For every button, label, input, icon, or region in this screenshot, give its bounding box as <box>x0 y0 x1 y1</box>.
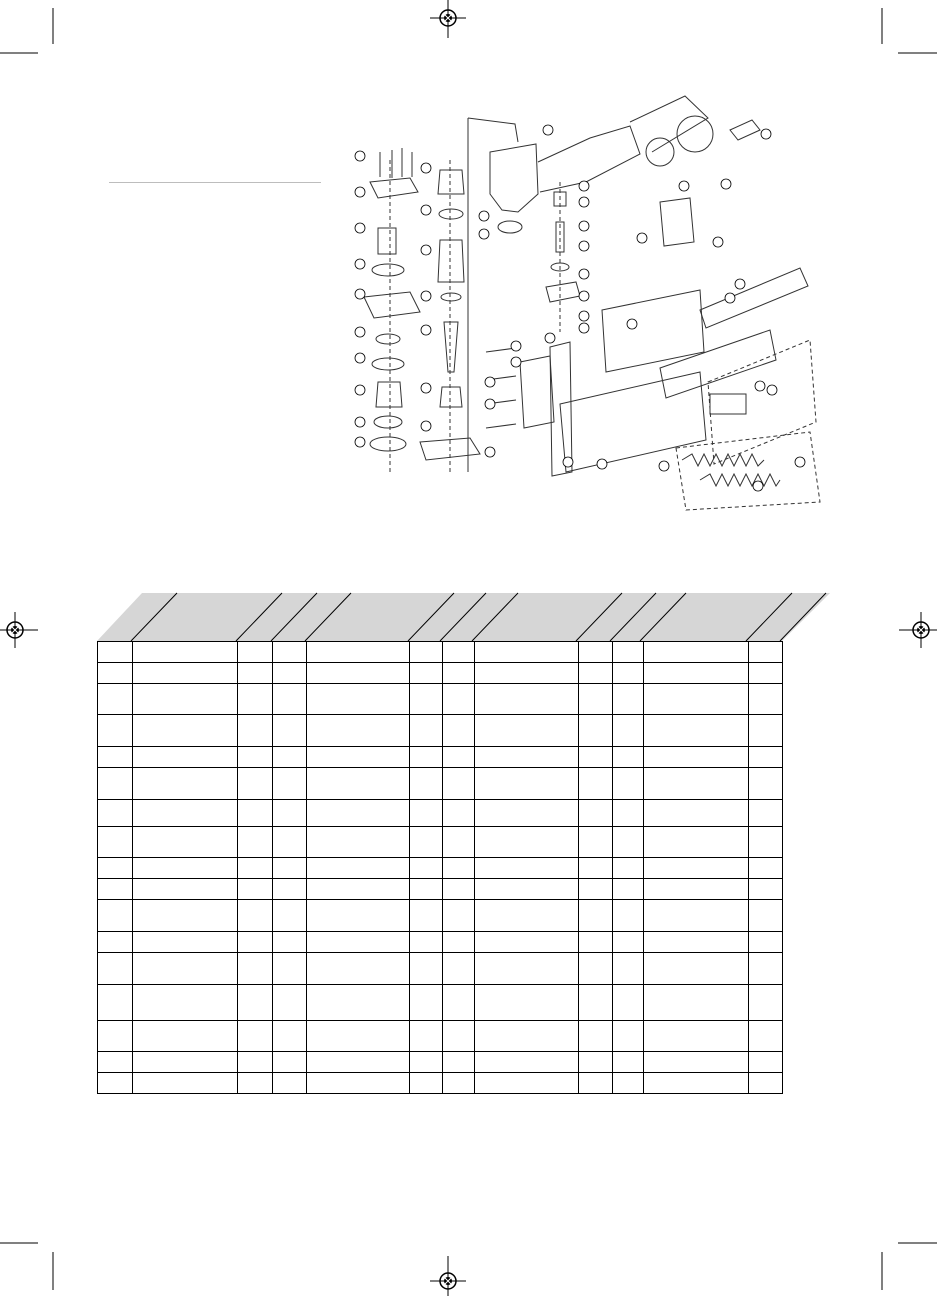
table-row <box>98 900 783 932</box>
parts-table <box>97 641 783 1094</box>
exploded-parts-diagram <box>340 82 830 512</box>
section-rule <box>109 182 321 183</box>
table-row <box>98 684 783 715</box>
table-row <box>98 715 783 747</box>
cap-screws <box>380 148 412 178</box>
table-row <box>98 747 783 768</box>
table-header-band <box>97 592 832 643</box>
table-row <box>98 800 783 827</box>
table-row <box>98 985 783 1021</box>
table-row <box>98 1052 783 1073</box>
table-row <box>98 642 783 663</box>
table-row <box>98 953 783 985</box>
table-row <box>98 1021 783 1052</box>
table-row <box>98 827 783 858</box>
table-row <box>98 1073 783 1094</box>
table-row <box>98 768 783 800</box>
table-row <box>98 879 783 900</box>
table-row <box>98 858 783 879</box>
table-row <box>98 663 783 684</box>
table-row <box>98 932 783 953</box>
